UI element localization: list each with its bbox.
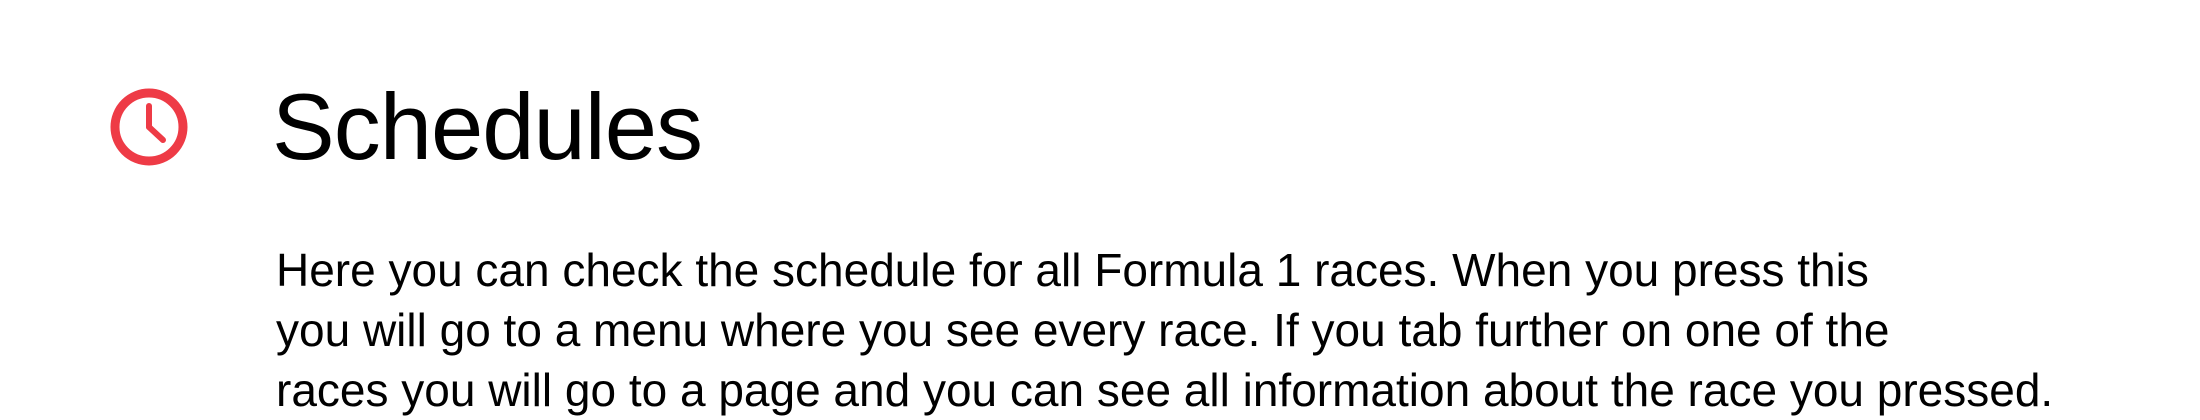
clock-icon [108, 86, 190, 168]
description-line: races you will go to a page and you can see all information about the race you pressed. [276, 364, 2054, 416]
description-line: Here you can check the schedule for all Formula 1 races. When you press this [276, 244, 1869, 296]
feature-description [276, 240, 2196, 420]
feature-title: Schedules [272, 74, 702, 179]
description-line: you will go to a menu where you see every race. If you tab further on one of the [276, 304, 1890, 356]
